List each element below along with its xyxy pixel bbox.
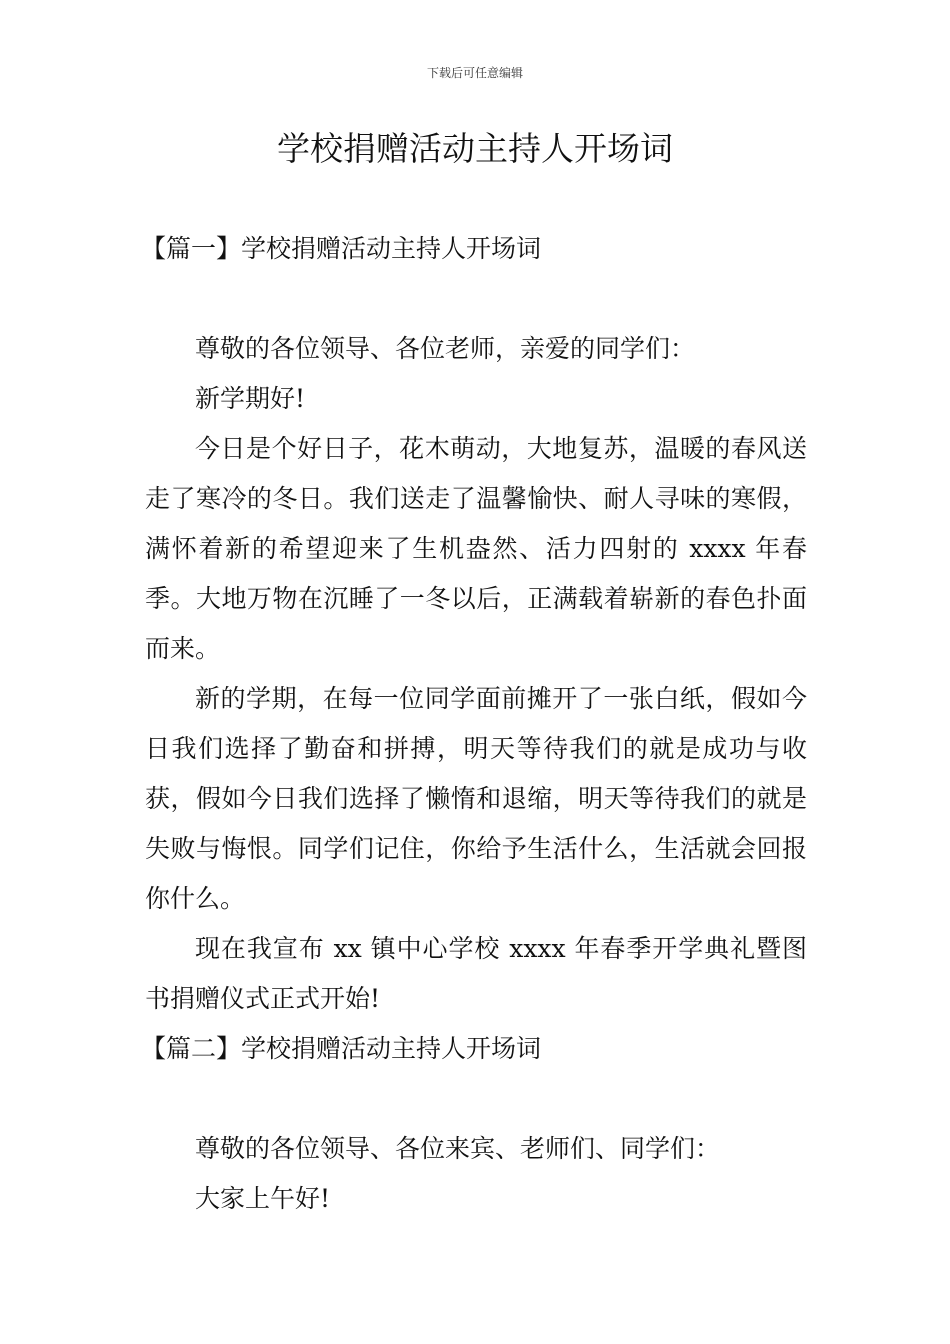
spacer — [145, 1074, 807, 1124]
section-heading-1: 【篇一】学校捐赠活动主持人开场词 — [141, 234, 542, 263]
section-heading-2: 【篇二】学校捐赠活动主持人开场词 — [141, 1034, 542, 1063]
paragraph-3: 现在我宣布 xx 镇中心学校 xxxx 年春季开学典礼暨图书捐赠仪式正式开始! — [145, 934, 807, 1013]
paragraph-1: 今日是个好日子，花木萌动，大地复苏，温暖的春风送走了寒冷的冬日。我们送走了温馨愉快、耐人寻味的寒假，满怀着新的希望迎来了生机盎然、活力四射的 xxxx 年春季。大地万物在沉睡了一冬以后，正满载着崭新的春色扑面而来。 — [145, 434, 807, 663]
greeting-2: 尊敬的各位领导、各位来宾、老师们、同学们： — [195, 1134, 721, 1163]
watermark-text: 下载后可任意编辑 — [426, 66, 523, 80]
salutation-1: 新学期好! — [195, 384, 306, 413]
paragraph-2: 新的学期，在每一位同学面前摊开了一张白纸，假如今日我们选择了勤奋和拼搏，明天等待我们的就是成功与收获，假如今日我们选择了懒惰和退缩，明天等待我们的就是失败与悔恨。同学们记住，你给予生活什么，生活就会回报你什么。 — [145, 684, 807, 913]
greeting-1: 尊敬的各位领导、各位老师，亲爱的同学们： — [195, 334, 696, 363]
spacer — [145, 274, 807, 324]
document-title: 学校捐赠活动主持人开场词 — [277, 129, 673, 168]
document-body — [141, 224, 807, 1224]
salutation-2: 大家上午好! — [195, 1184, 331, 1213]
